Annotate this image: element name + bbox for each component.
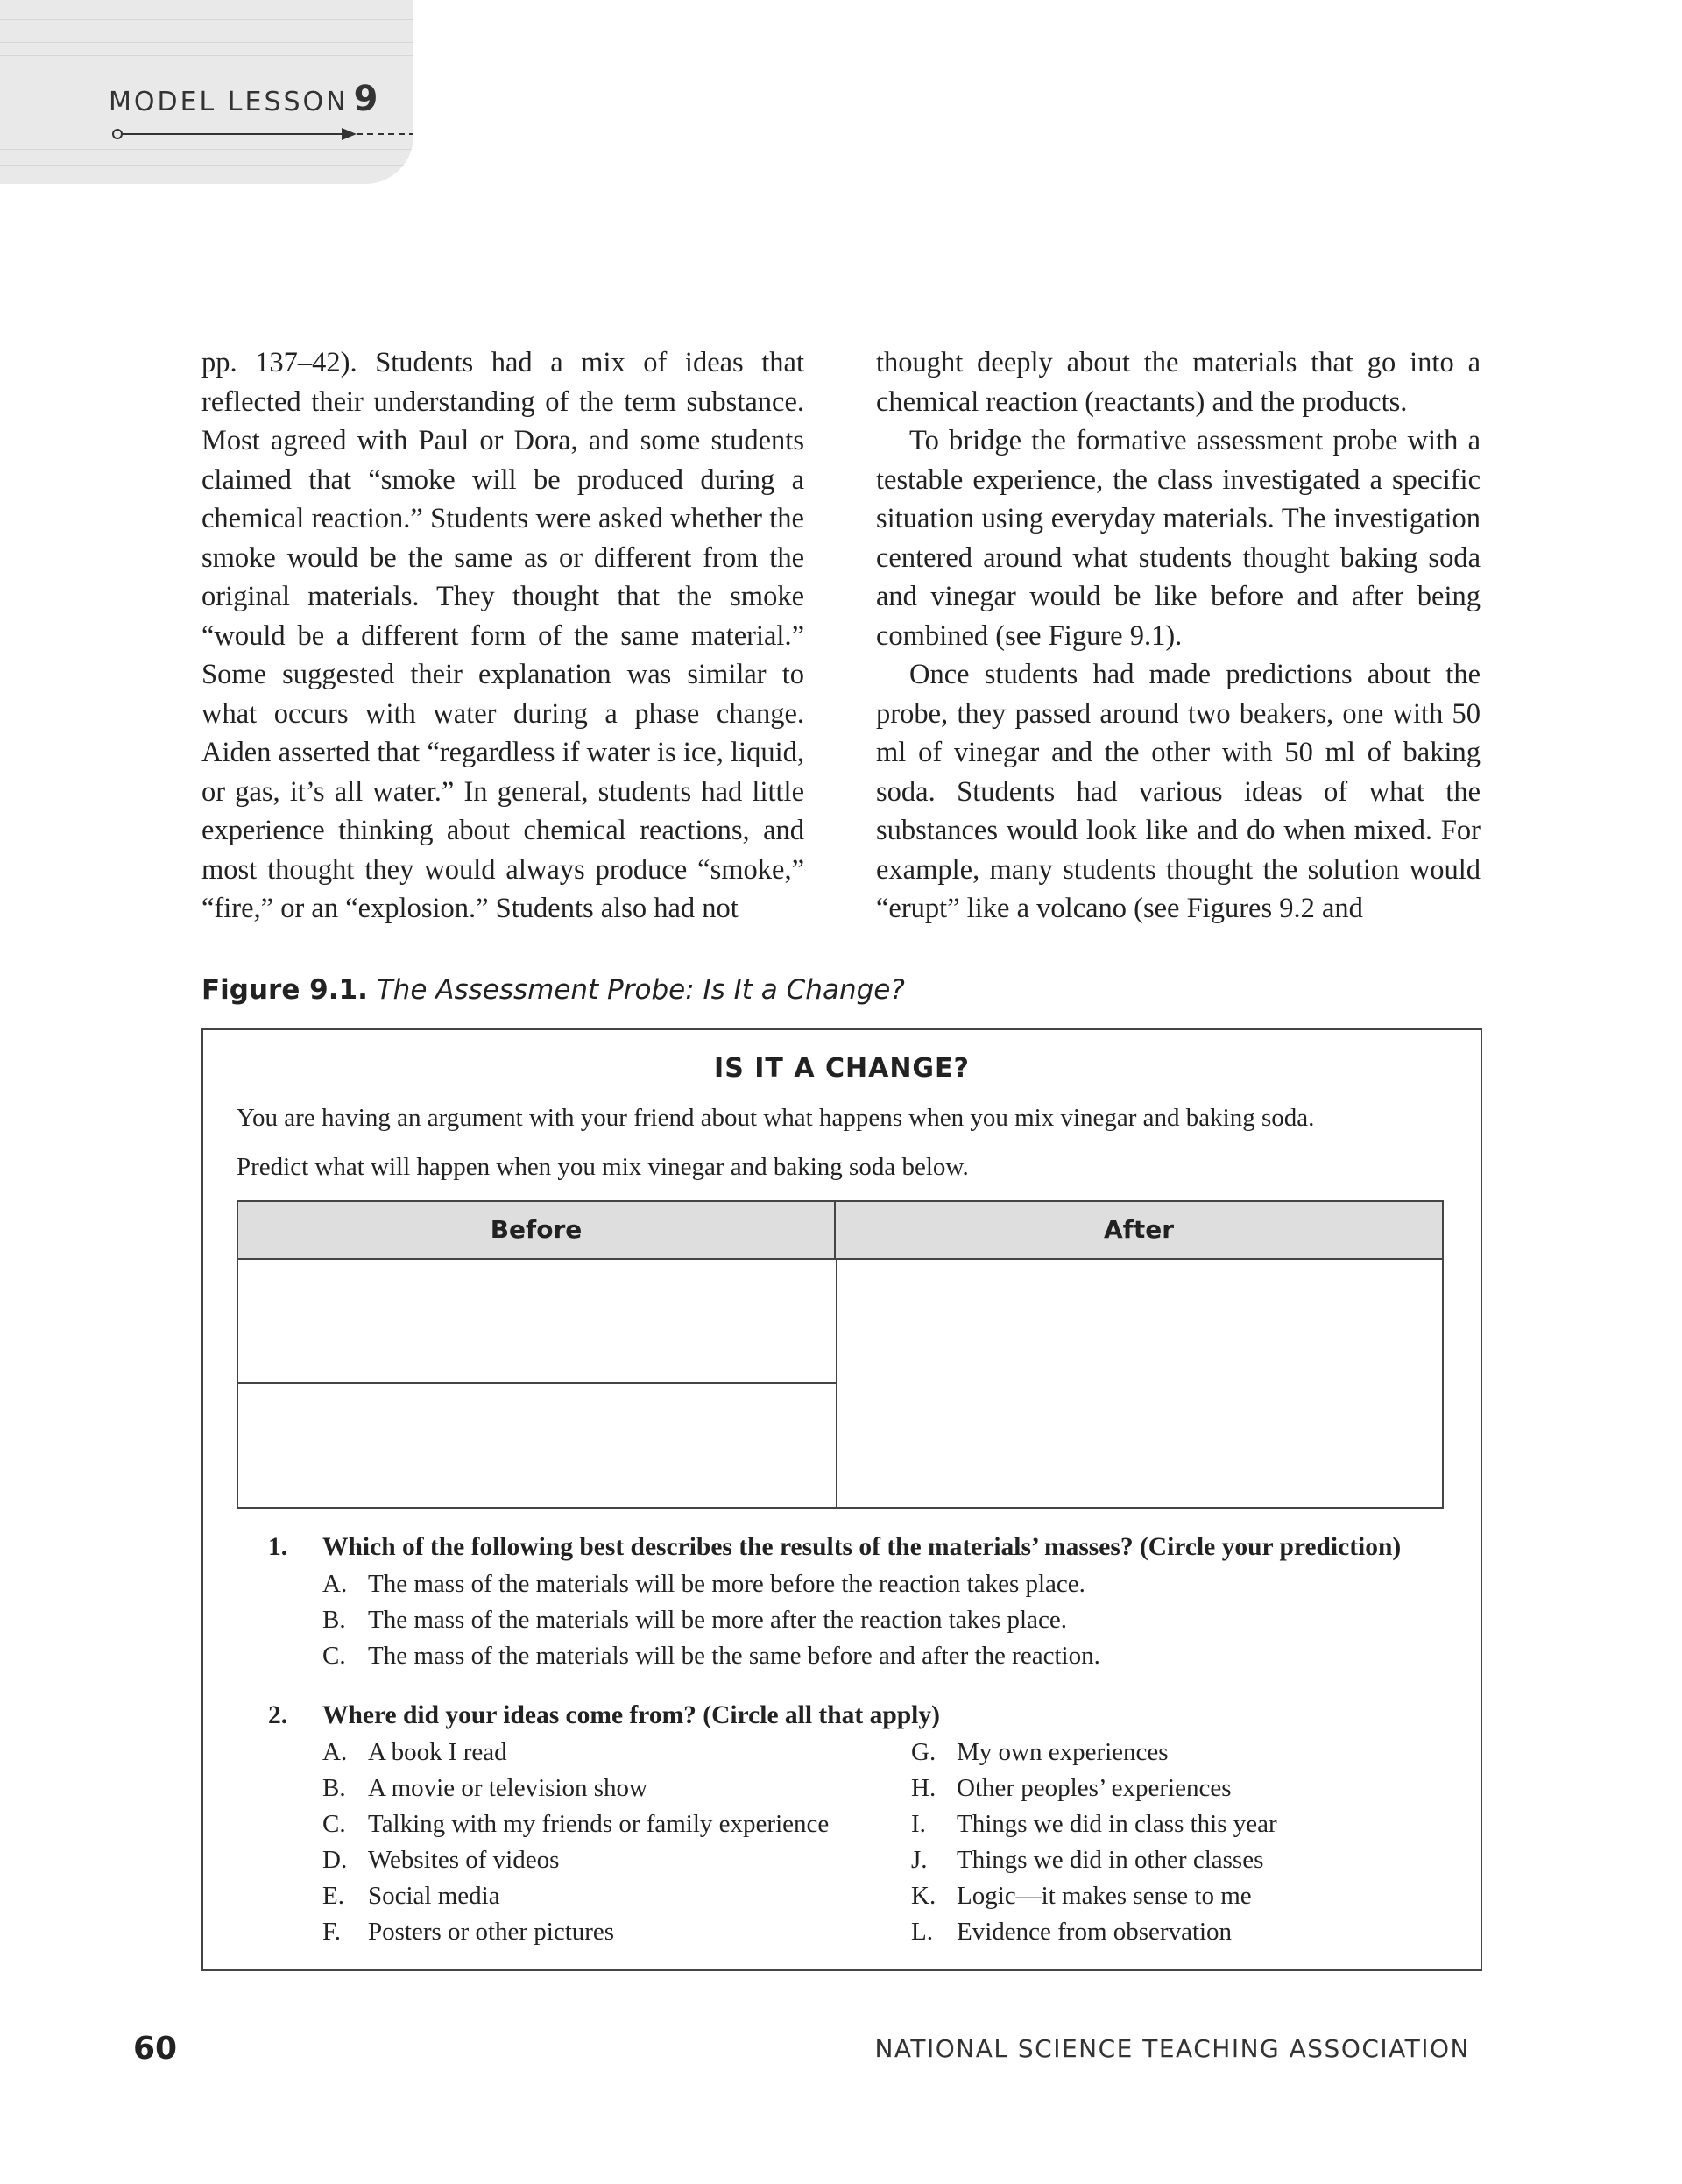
answer-option [911,1918,1232,1947]
assessment-probe-box [201,1028,1482,1971]
option-letter: J. [911,1846,928,1874]
table-header-before: Before [238,1202,836,1260]
header-tab [0,0,413,184]
option-text: Posters or other pictures [368,1918,615,1946]
body-paragraph: Once students had made predictions about the probe, they passed around two beakers, one with 50 ml of vinegar and the other with 50 ml of baking soda. Students had various ideas of what the substances would look like and do when mixed. For example, many students thought the solution would “erupt” like a volcano (see Figures 9.2 and [876,659,1481,924]
option-letter: C. [322,1642,346,1670]
lesson-progress-arrow-icon [107,123,413,149]
answer-option [911,1846,1263,1875]
option-text: A movie or television show [368,1774,647,1802]
option-text: The mass of the materials will be more before the reaction takes place. [368,1570,1085,1598]
table-divider [238,1382,836,1384]
answer-option [911,1882,1252,1911]
body-left-column [201,343,804,929]
option-text: Social media [368,1882,500,1910]
figure-label: Figure 9.1. [201,974,368,1006]
option-letter: C. [322,1810,346,1838]
lesson-label [109,79,378,119]
probe-title: IS IT A CHANGE? [714,1053,970,1084]
option-text: Other peoples’ experiences [957,1774,1232,1802]
option-letter: F. [322,1918,342,1946]
answer-option [322,1918,614,1947]
answer-option [322,1774,647,1803]
answer-option [322,1738,507,1767]
answer-option [322,1570,1085,1599]
publisher-name: NATIONAL SCIENCE TEACHING ASSOCIATION [874,2034,1470,2063]
table-divider [836,1260,837,1507]
figure-caption [201,974,905,1006]
answer-option [322,1846,559,1875]
option-letter: D. [322,1846,348,1874]
option-text: Talking with my friends or family experience [368,1810,830,1838]
table-header-after: After [836,1202,1442,1260]
answer-option [322,1642,1100,1671]
lesson-label-text: MODEL LESSON [109,87,349,117]
question-2 [268,1701,940,1730]
option-letter: K. [911,1882,936,1910]
answer-option [322,1810,829,1839]
question-number: 1. [268,1533,288,1561]
body-paragraph: pp. 137–42). Students had a mix of ideas that reflected their understanding of the term substance. Most agreed with Paul or Dora, and some students claimed that “smoke will be produced during a chemical reaction.” Students were asked whether the smoke would be the same as or different from the original materials. They thought that the smoke “would be a different form of the same material.” Some suggested their explanation was similar to what occurs with water during a phase change. Aiden asserted that “regardless if water is ice, liquid, or gas, it’s all water.” In general, students had little experience thinking about chemical reactions, and most thought they would always produce “smoke,” “fire,” or an “explosion.” Students also had not [201,347,804,924]
answer-option [322,1882,500,1911]
lesson-number: 9 [353,79,378,119]
option-letter: G. [911,1738,936,1766]
answer-option [911,1810,1277,1839]
figure-title: The Assessment Probe: Is It a Change? [376,974,905,1006]
option-text: Logic—it makes sense to me [957,1882,1252,1910]
page-number: 60 [133,2031,178,2067]
answer-option [911,1774,1231,1803]
option-letter: A. [322,1738,348,1766]
body-paragraph: To bridge the formative assessment probe with a testable experience, the class investigated a specific situation using everyday materials. The investigation centered around what students thought baking soda and vinegar would be like before and after being combined (see Figure 9.1). [876,425,1481,652]
probe-predict-instruction: Predict what will happen when you mix vinegar and baking soda below. [237,1153,969,1181]
option-text: A book I read [368,1738,507,1766]
option-text: Websites of videos [368,1846,560,1874]
option-letter: I. [911,1810,926,1838]
question-number: 2. [268,1701,288,1729]
option-text: Evidence from observation [957,1918,1233,1946]
option-letter: E. [322,1882,344,1910]
option-letter: L. [911,1918,933,1946]
answer-option [322,1606,1067,1635]
answer-option [911,1738,1169,1767]
question-1 [268,1533,1401,1562]
option-text: Things we did in other classes [957,1846,1264,1874]
question-text: Which of the following best describes the results of the materials’ masses? (Circle your prediction) [322,1533,1402,1561]
option-letter: A. [322,1570,348,1598]
probe-intro: You are having an argument with your friend about what happens when you mix vinegar and baking soda. [237,1104,1315,1132]
body-paragraph: thought deeply about the materials that go into a chemical reaction (reactants) and the products. [876,347,1481,418]
option-text: The mass of the materials will be the same before and after the reaction. [368,1642,1100,1670]
option-letter: B. [322,1606,346,1634]
body-right-column [876,343,1481,929]
option-letter: B. [322,1774,346,1802]
prediction-table [237,1200,1444,1509]
option-letter: H. [911,1774,936,1802]
option-text: Things we did in class this year [957,1810,1277,1838]
option-text: The mass of the materials will be more after the reaction takes place. [368,1606,1067,1634]
option-text: My own experiences [957,1738,1169,1766]
question-text: Where did your ideas come from? (Circle all that apply) [322,1701,940,1729]
